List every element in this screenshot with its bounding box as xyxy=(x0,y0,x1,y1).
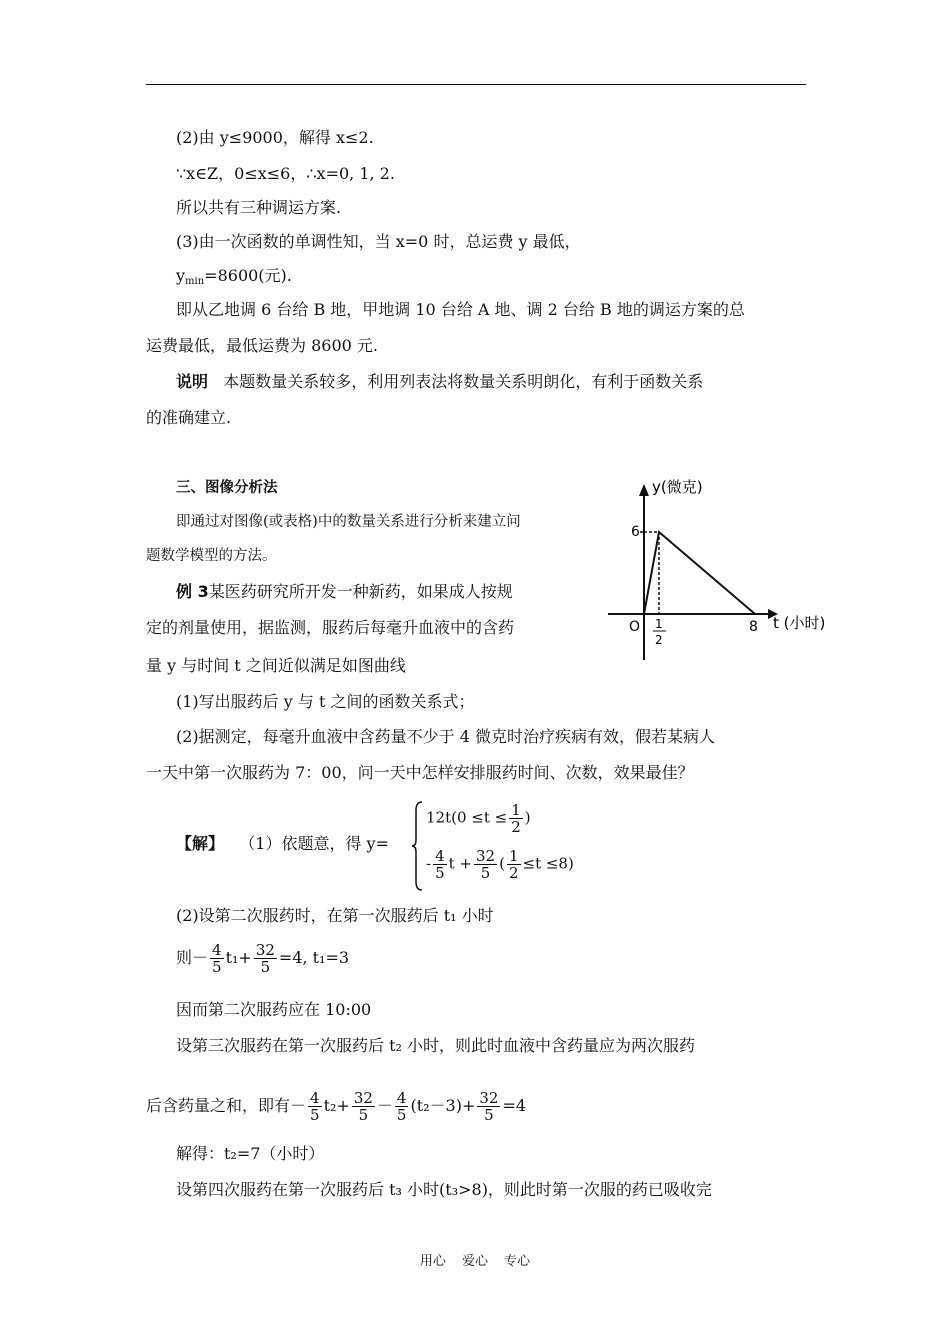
x-tick-label-eight: 8 xyxy=(749,619,758,635)
data-curve xyxy=(644,532,755,614)
text-line: (2)据测定，每毫升血液中含药量不少于 4 微克时治疗疾病有效，假若某病人 xyxy=(176,727,716,746)
text-line: 即从乙地调 6 台给 B 地，甲地调 10 台给 A 地、调 2 台给 B 地的调运方案的总 xyxy=(176,300,745,319)
text-line: 设第四次服药在第一次服药后 t₃ 小时(t₃>8)，则此时第一次服的药已吸收完 xyxy=(176,1180,712,1199)
footer-text: 用心 xyxy=(419,1254,446,1269)
text-line: (2)设第二次服药时，在第一次服药后 t₁ 小时 xyxy=(176,906,494,925)
x-axis-label: t (小时) xyxy=(773,614,826,632)
section-heading: 三、图像分析法 xyxy=(176,480,278,496)
text-line: 运费最低，最低运费为 8600 元. xyxy=(146,336,378,355)
header-rule xyxy=(146,84,806,85)
y-axis-arrow xyxy=(639,484,649,496)
text-line: ∵x∈Z，0≤x≤6，∴x=0, 1, 2. xyxy=(176,164,395,183)
equation-line: 则－ $\frac{4}{5}$ t₁+ $\frac{32}{5}$ =4, t₁=3 xyxy=(176,941,350,976)
x-tick-label-half-num: 1 xyxy=(655,617,663,631)
footer-text: 专心 xyxy=(504,1254,531,1269)
text-line: (1)写出服药后 y 与 t 之间的函数关系式； xyxy=(176,692,475,711)
case-1: 12t(0 ≤t ≤ $\frac{1}{2}$ ) xyxy=(426,801,531,836)
footer-text: 爱心 xyxy=(461,1254,488,1269)
text-line: 一天中第一次服药为 7：00，问一天中怎样安排服药时间、次数，效果最佳？ xyxy=(146,763,694,782)
text-line: 例 3某医药研究所开发一种新药，如果成人按规 xyxy=(176,582,513,601)
text-line: 因而第二次服药应在 10:00 xyxy=(176,1000,372,1019)
y-axis-label: y(微克) xyxy=(652,478,703,496)
text-line: 所以共有三种调运方案. xyxy=(176,198,342,217)
text-line: 量 y 与时间 t 之间近似满足如图曲线 xyxy=(146,656,406,675)
text-line: 即通过对图像(或表格)中的数量关系进行分析来建立问 xyxy=(176,514,521,530)
text-line: $y_{min}=8600$(元). xyxy=(176,266,292,287)
brace xyxy=(412,800,424,892)
equation-line: 后含药量之和，即有－ $\frac{4}{5}$ t₂+ $\frac{32}{5}$ － $\frac{4}{5}$ (t₂－3)+ $\frac{32}{5}$ =4 xyxy=(146,1089,527,1124)
case-2: - $\frac{4}{5}$ t + $\frac{32}{5}$ ( $\frac{1}{2}$ ≤t ≤8) xyxy=(426,847,574,882)
page-footer xyxy=(0,1250,950,1269)
y-tick-label: 6 xyxy=(631,524,640,540)
text-line: 设第三次服药在第一次服药后 t₂ 小时，则此时血液中含药量应为两次服药 xyxy=(176,1036,696,1055)
text-line: (3)由一次函数的单调性知，当 x=0 时，总运费 y 最低， xyxy=(176,232,581,251)
text-line: 解得：t₂=7（小时） xyxy=(176,1144,325,1163)
piecewise-function xyxy=(412,800,612,892)
text-line: 定的剂量使用，据监测，服药后每毫升血液中的含药 xyxy=(146,618,515,637)
x-tick-label-half-den: 2 xyxy=(655,633,663,647)
text-line: (2)由 y≤9000，解得 x≤2. xyxy=(176,128,374,147)
text-line: 题数学模型的方法。 xyxy=(146,548,277,564)
drug-concentration-chart xyxy=(600,478,840,663)
origin-label: O xyxy=(629,619,641,635)
text-line: 说明 本题数量关系较多，利用列表法将数量关系明朗化，有利于函数关系 xyxy=(176,372,704,391)
solution-line: 【解】 （1）依题意，得 y= xyxy=(176,834,389,853)
text-line: 的准确建立. xyxy=(146,408,232,427)
